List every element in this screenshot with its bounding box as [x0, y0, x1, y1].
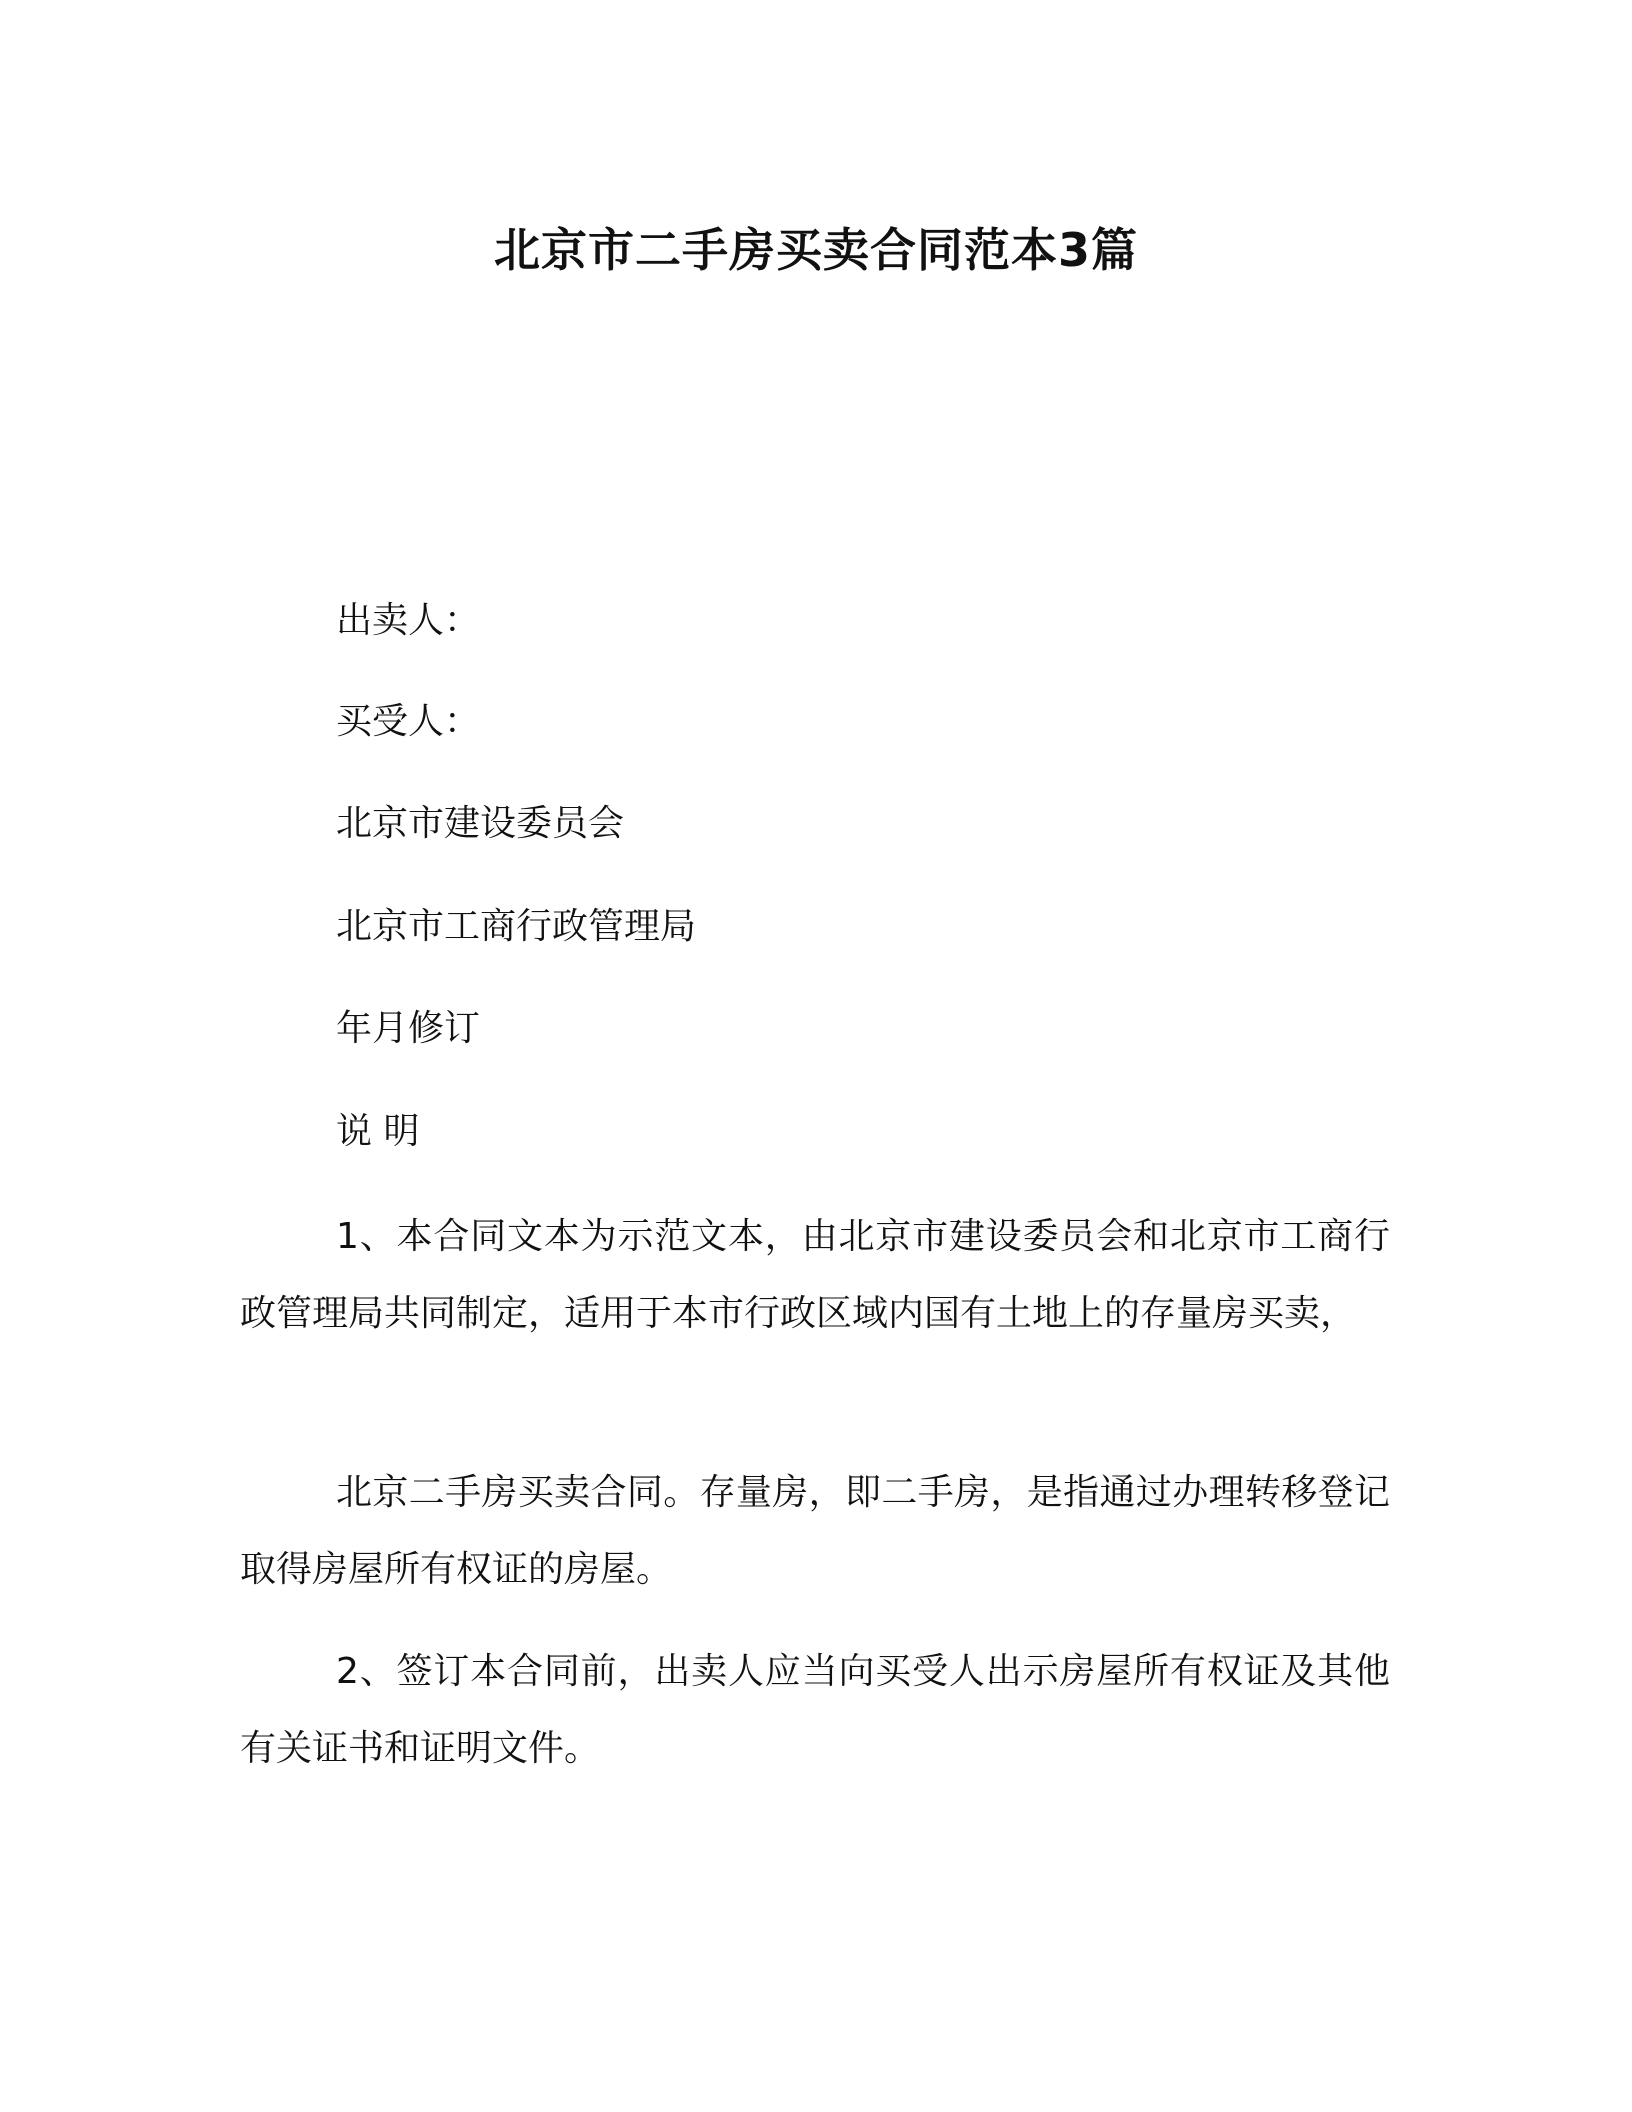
issuer-construction-commission: 北京市建设委员会	[336, 803, 625, 844]
document-title: 北京市二手房买卖合同范本3篇	[493, 223, 1138, 277]
paragraph-note-2: 2、签订本合同前，出卖人应当向买受人出示房屋所有权证及其他有关证书和证明文件。	[240, 1651, 1390, 1769]
paragraph-note-1-continued: 北京二手房买卖合同。存量房，即二手房，是指通过办理转移登记取得房屋所有权证的房屋。	[240, 1472, 1390, 1590]
buyer-label: 买受人：	[336, 701, 481, 742]
revision-date: 年月修订	[336, 1008, 481, 1049]
paragraph-note-1: 1、本合同文本为示范文本，由北京市建设委员会和北京市工商行政管理局共同制定，适用于本市行政区域内国有土地上的存量房买卖，	[240, 1216, 1390, 1334]
seller-label: 出卖人：	[336, 600, 481, 641]
section-heading-notes: 说 明	[336, 1111, 420, 1152]
issuer-industry-commerce-bureau: 北京市工商行政管理局	[336, 906, 697, 947]
